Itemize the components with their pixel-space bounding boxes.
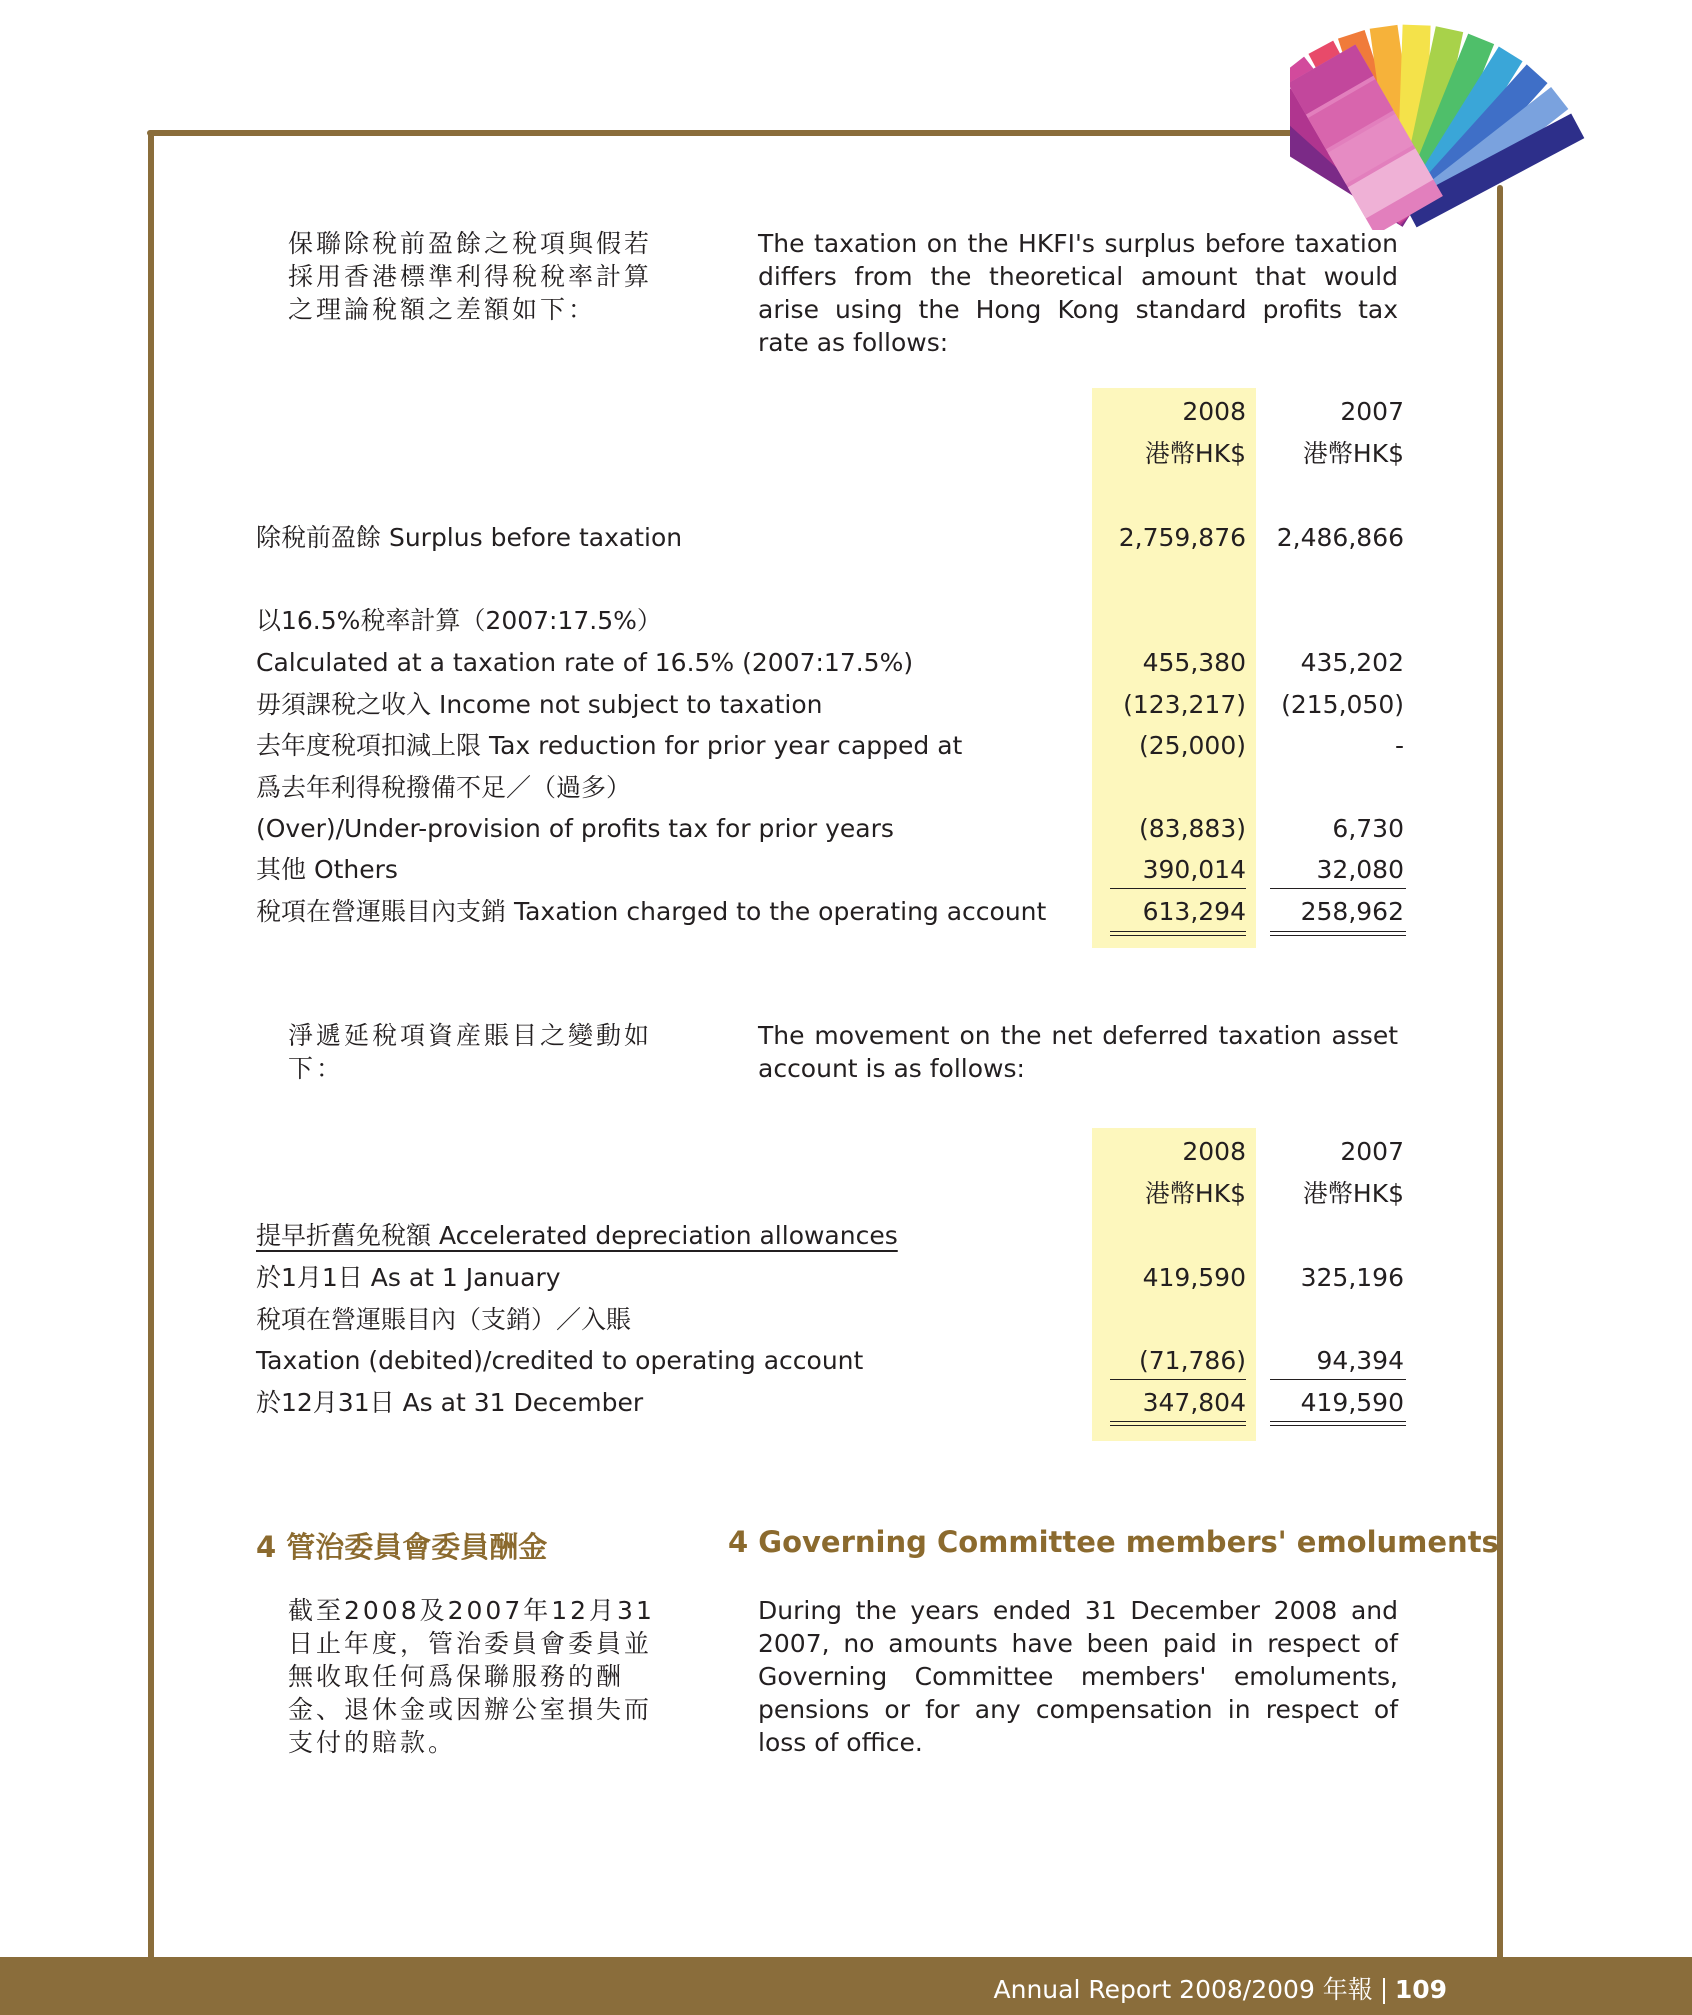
subtotal-underline-2007	[1270, 888, 1406, 889]
section4-heading-zh: 4 管治委員會委員酬金	[256, 1530, 548, 1564]
table1-row-value-2008: (25,000)	[1139, 731, 1246, 760]
table2-header-2007-year: 2007	[1340, 1137, 1404, 1166]
table2-header-2007-unit: 港幣HK$	[1302, 1179, 1404, 1208]
frame-top-border	[147, 130, 1300, 136]
subtotal-underline-2008	[1110, 888, 1246, 889]
table1-total-label: 稅項在營運賬目內支銷 Taxation charged to the operating account	[256, 897, 1047, 926]
table2-total-label: 於12月31日 As at 31 December	[256, 1388, 644, 1417]
movement-text-zh: 淨遞延稅項資産賬目之變動如下：	[288, 1021, 653, 1083]
table2-total-value-2007: 419,590	[1300, 1388, 1404, 1417]
table1-row-label: 毋須課稅之收入 Income not subject to taxation	[256, 690, 823, 719]
table1-row-label: 除稅前盈餘 Surplus before taxation	[256, 523, 683, 552]
table1-row-value-2008: 2,759,876	[1118, 523, 1246, 552]
table2-header-2008-unit: 港幣HK$	[1144, 1179, 1246, 1208]
section4-body-en: During the years ended 31 December 2008 and 2007, no amounts have been paid in respect of Governing Committee members' emoluments, pensions or for any compensation in respect of loss of office.	[758, 1596, 1398, 1757]
table2-row-label: Taxation (debited)/credited to operating account	[256, 1346, 864, 1375]
table1-total-value-2008: 613,294	[1142, 897, 1246, 926]
table2-row-value-2008: 419,590	[1142, 1263, 1246, 1292]
table1-row-label: 以16.5%稅率計算（2007:17.5%）	[256, 606, 662, 635]
table1-row-label: 爲去年利得稅撥備不足／（過多）	[256, 773, 632, 802]
footer	[994, 1970, 1447, 2006]
table1-row-value-2007: (215,050)	[1281, 690, 1404, 719]
table1-header-2007-unit: 港幣HK$	[1302, 439, 1404, 468]
table2-row-value-2008: (71,786)	[1139, 1346, 1246, 1375]
subtotal-underline-2007	[1270, 1379, 1406, 1380]
table1-row-value-2008: (123,217)	[1123, 690, 1246, 719]
table2-row-label: 稅項在營運賬目內（支銷）／入賬	[256, 1305, 632, 1334]
intro-text-en: The taxation on the HKFI's surplus before taxation differs from the theoretical amount that would arise using the Hong Kong standard profits tax rate as follows:	[758, 229, 1398, 357]
page-number: 109	[1394, 1975, 1447, 2004]
table1-row-label: 其他 Others	[256, 855, 398, 884]
section4-body-zh: 截至2008及2007年12月31日止年度，管治委員會委員並無收取任何爲保聯服務的酬金、退休金或因辦公室損失而支付的賠款。	[288, 1596, 655, 1757]
table1-total-value-2007: 258,962	[1300, 897, 1404, 926]
table1-row-label: 去年度稅項扣減上限 Tax reduction for prior year capped at	[256, 731, 963, 760]
section4-heading-en: 4 Governing Committee members' emoluments	[728, 1525, 1499, 1559]
table1-row-value-2008: 390,014	[1142, 855, 1246, 884]
table1-row-value-2008: 455,380	[1142, 648, 1246, 677]
color-swatch-fan-illustration	[1290, 10, 1590, 230]
table2-row-value-2007: 94,394	[1316, 1346, 1404, 1375]
table1-header-2007-year: 2007	[1340, 397, 1404, 426]
table1-row-value-2007: 6,730	[1332, 814, 1404, 843]
table1-row-value-2007: -	[1394, 731, 1404, 760]
subtotal-underline-2008	[1110, 1379, 1246, 1380]
table1-row-label: (Over)/Under-provision of profits tax for prior years	[256, 814, 894, 843]
table2-subheading: 提早折舊免稅額 Accelerated depreciation allowances	[256, 1221, 898, 1250]
table2-total-value-2008: 347,804	[1142, 1388, 1246, 1417]
table1-row-value-2007: 435,202	[1300, 648, 1404, 677]
table1-row-label: Calculated at a taxation rate of 16.5% (2007:17.5%)	[256, 648, 914, 677]
movement-text-en: The movement on the net deferred taxation asset account is as follows:	[758, 1021, 1398, 1083]
total-double-underline-2007	[1270, 1421, 1406, 1426]
table1-header-2008-year: 2008	[1182, 397, 1246, 426]
table2-row-value-2007: 325,196	[1300, 1263, 1404, 1292]
total-double-underline-2008	[1110, 931, 1246, 936]
footer-separator	[1383, 1978, 1385, 2004]
table1-row-value-2007: 2,486,866	[1276, 523, 1404, 552]
table1-row-value-2007: 32,080	[1316, 855, 1404, 884]
table1-row-value-2008: (83,883)	[1139, 814, 1246, 843]
table2-row-label: 於1月1日 As at 1 January	[256, 1263, 561, 1292]
table1-header-2008-unit: 港幣HK$	[1144, 439, 1246, 468]
total-double-underline-2008	[1110, 1421, 1246, 1426]
intro-text-zh: 保聯除稅前盈餘之稅項與假若採用香港標準利得稅稅率計算之理論稅額之差額如下：	[288, 229, 653, 324]
footer-title: Annual Report 2008/2009 年報	[993, 1975, 1373, 2004]
total-double-underline-2007	[1270, 931, 1406, 936]
frame-right-border	[1497, 185, 1503, 1960]
frame-left-border	[148, 130, 154, 1960]
table2-header-2008-year: 2008	[1182, 1137, 1246, 1166]
